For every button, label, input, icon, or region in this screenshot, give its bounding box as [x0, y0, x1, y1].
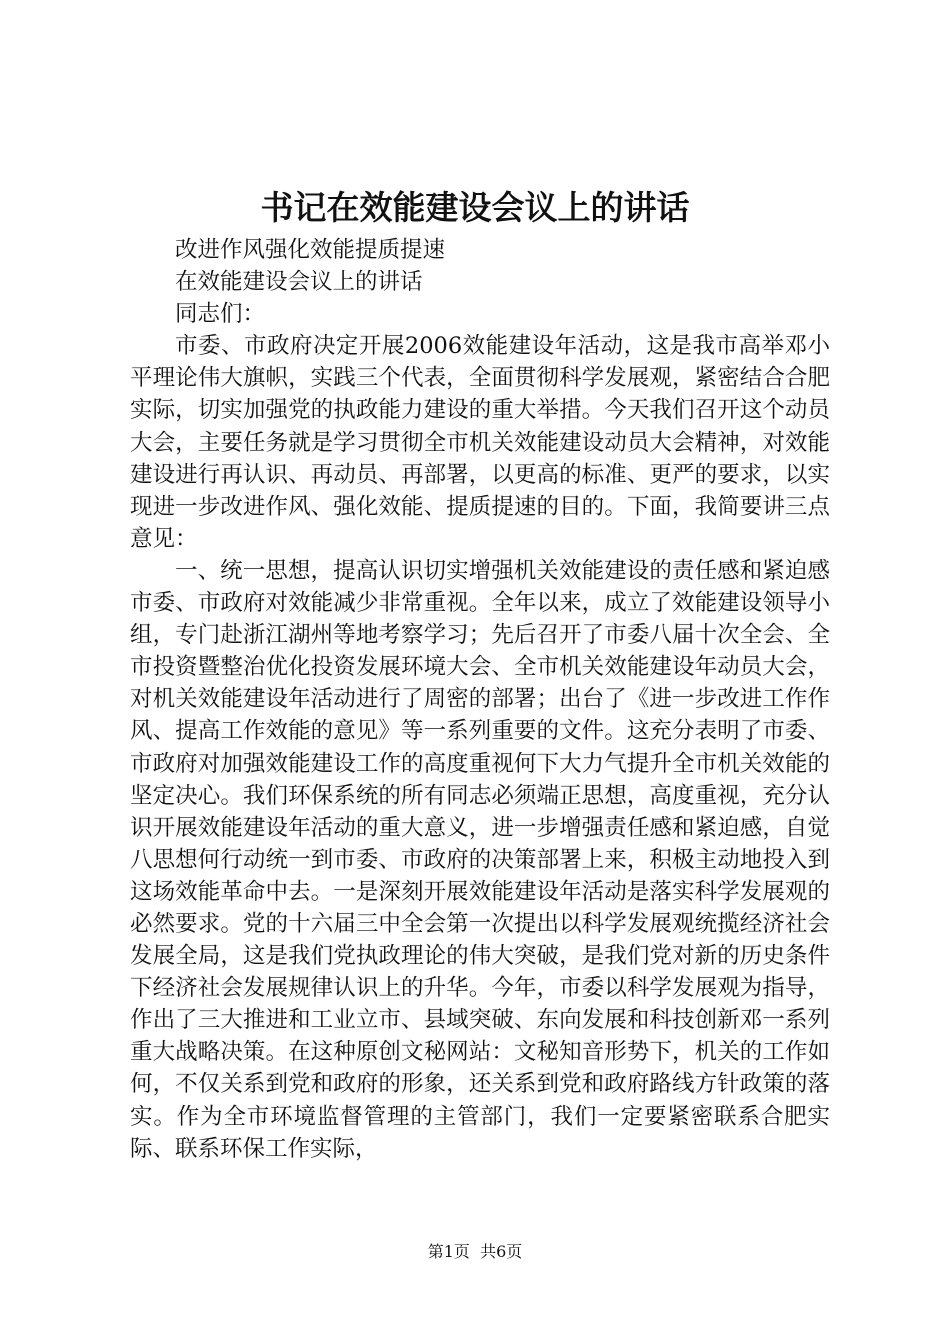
- document-body: [130, 234, 830, 1165]
- document-title: 书记在效能建设会议上的讲话: [260, 188, 690, 227]
- footer-separator: [470, 1242, 480, 1261]
- page-total: 共6页: [480, 1242, 523, 1261]
- speech-title-line: 在效能建设会议上的讲话: [175, 269, 423, 296]
- salutation: 同志们：: [175, 301, 266, 328]
- subtitle-line: 改进作风强化效能提质提速: [175, 237, 446, 263]
- page-footer: [0, 1241, 950, 1263]
- body-paragraph: 市委、市政府决定开展2006效能建设年活动，这是我市高举邓小平理论伟大旗帜，实践三个代表，全面贯彻科学发展观，紧密结合合肥实际，切实加强党的执政能力建设的重大举措。今天我们召开这个动员大会，主要任务就是学习贯彻全市机关效能建设动员大会精神，对效能建设进行再认识、再动员、再部署，以更高的标准、更严的要求，以实现进一步改进作风、强化效能、提质提速的目的。下面，我简要讲三点意见：: [130, 333, 830, 552]
- page-number: 第1页: [427, 1242, 470, 1261]
- body-paragraph: 一、统一思想，提高认识切实增强机关效能建设的责任感和紧迫感市委、市政府对效能减少非常重视。全年以来，成立了效能建设领导小组，专门赴浙江湖州等地考察学习；先后召开了市委八届十次全会、全市投资暨整治优化投资发展环境大会、全市机关效能建设年动员大会，对机关效能建设年活动进行了周密的部署；出台了《进一步改进工作作风、提高工作效能的意见》等一系列重要的文件。这充分表明了市委、市政府对加强效能建设工作的高度重视何下大力气提升全市机关效能的坚定决心。我们环保系统的所有同志必须端正思想，高度重视，充分认识开展效能建设年活动的重大意义，进一步增强责任感和紧迫感，自觉八思想何行动统一到市委、市政府的决策部署上来，积极主动地投入到这场效能革命中去。一是深刻开展效能建设年活动是落实科学发展观的必然要求。党的十六届三中全会第一次提出以科学发展观统揽经济社会发展全局，这是我们党执政理论的伟大突破，是我们党对新的历史条件下经济社会发展规律认识上的升华。今年，市委以科学发展观为指导，作出了三大推进和工业立市、县域突破、东向发展和科技创新邓一系列重大战略决策。在这种原创文秘网站：文秘知音形势下，机关的工作如何，不仅关系到党和政府的形象，还关系到党和政府路线方针政策的落实。作为全市环境监督管理的主管部门，我们一定要紧密联系合肥实际、联系环保工作实际，: [130, 557, 830, 1162]
